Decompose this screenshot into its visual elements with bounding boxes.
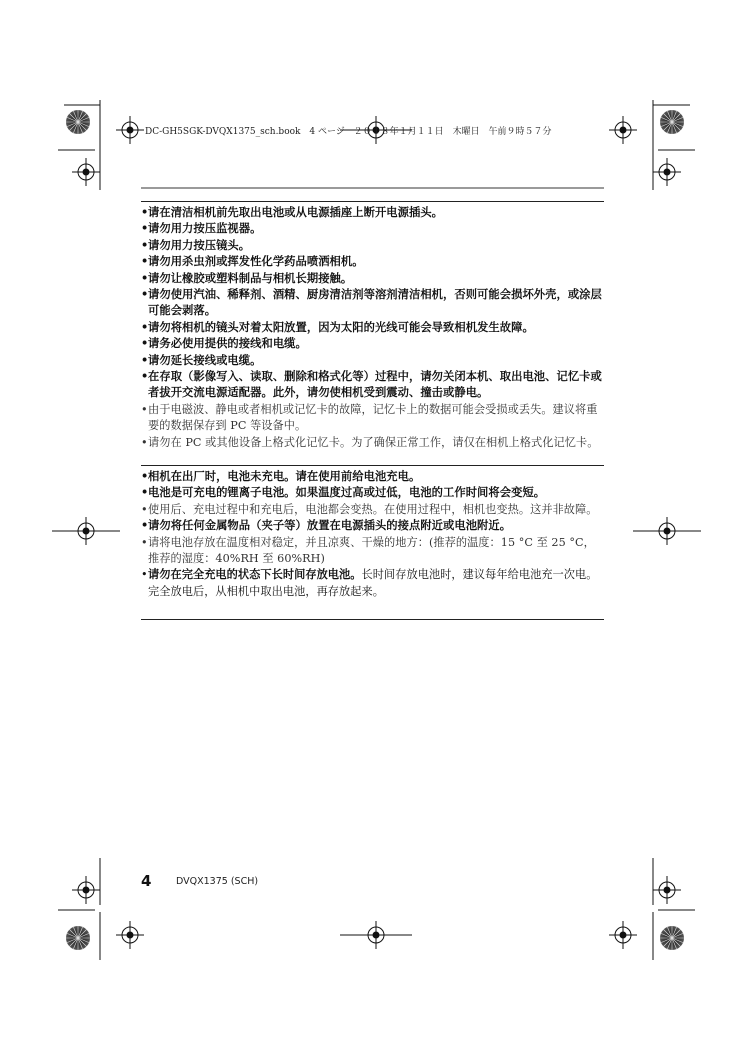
- list-item: • 请勿将任何金属物品（夹子等）放置在电源插头的接点附近或电池附近。: [141, 518, 604, 534]
- page-number: 4: [141, 872, 152, 890]
- list-item-rest: 长时间存放电池时，建议每年给电池充一次电。完全放电后，从相机中取出电池，再存放起来。: [148, 568, 598, 598]
- list-item: • 请勿用力按压镜头。: [141, 238, 604, 254]
- note-item: • 请勿在 PC 或其他设备上格式化记忆卡。为了确保正常工作，请仅在相机上格式化记忆卡。: [141, 435, 604, 451]
- section2-bottom-rule: [141, 619, 604, 620]
- note-item: • 由于电磁波、静电或者相机或记忆卡的故障，记忆卡上的数据可能会受损或丢失。建议将重要的数据保存到 PC 等设备中。: [141, 402, 604, 435]
- print-slug: [145, 124, 585, 137]
- note-item: • 使用后、充电过程中和充电后，电池都会变热。在使用过程中，相机也变热。这并非故障。: [141, 502, 604, 518]
- list-item: • 请勿使用汽油、稀释剂、酒精、厨房清洁剂等溶剂清洁相机，否则可能会损坏外壳，或涂层可能会剥落。: [141, 287, 604, 320]
- care-section: [141, 205, 604, 451]
- model-code: DVQX1375 (SCH): [176, 876, 259, 887]
- battery-section: [141, 469, 604, 600]
- list-item: • 电池是可充电的锂离子电池。如果温度过高或过低，电池的工作时间将会变短。: [141, 485, 604, 501]
- slug-weekday: 木曜日: [452, 127, 480, 137]
- top-gray-rule: [141, 187, 604, 189]
- slug-date: ２０１８年１月１１日: [353, 127, 444, 137]
- note-item: • 请将电池存放在温度相对稳定，并且凉爽、干燥的地方：(推荐的温度：15 °C 至 25 °C，推荐的湿度：40%RH 至 60%RH): [141, 535, 604, 568]
- slug-page: 4 ページ: [309, 127, 345, 137]
- section2-top-rule: [141, 465, 604, 466]
- list-item: • 请勿用杀虫剂或挥发性化学药品喷洒相机。: [141, 254, 604, 270]
- slug-file: DC-GH5SGK-DVQX1375_sch.book: [145, 127, 301, 137]
- list-item-bold: 请勿在完全充电的状态下长时间存放电池。: [148, 568, 362, 582]
- list-item: • 请勿让橡胶或塑料制品与相机长期接触。: [141, 271, 604, 287]
- list-item: • 请勿延长接线或电缆。: [141, 353, 604, 369]
- section1-top-rule: [141, 201, 604, 202]
- list-item: • 请在清洁相机前先取出电池或从电源插座上断开电源插头。: [141, 205, 604, 221]
- list-item: • 请务必使用提供的接线和电缆。: [141, 336, 604, 352]
- list-item: • 在存取（影像写入、读取、删除和格式化等）过程中，请勿关闭本机、取出电池、记忆卡或者拔开交流电源适配器。此外，请勿使相机受到震动、撞击或静电。: [141, 369, 604, 402]
- slug-time: 午前９時５７分: [488, 127, 552, 137]
- list-item: [141, 567, 604, 600]
- list-item: • 请勿用力按压监视器。: [141, 221, 604, 237]
- list-item: • 请勿将相机的镜头对着太阳放置，因为太阳的光线可能会导致相机发生故障。: [141, 320, 604, 336]
- list-item: • 相机在出厂时，电池未充电。请在使用前给电池充电。: [141, 469, 604, 485]
